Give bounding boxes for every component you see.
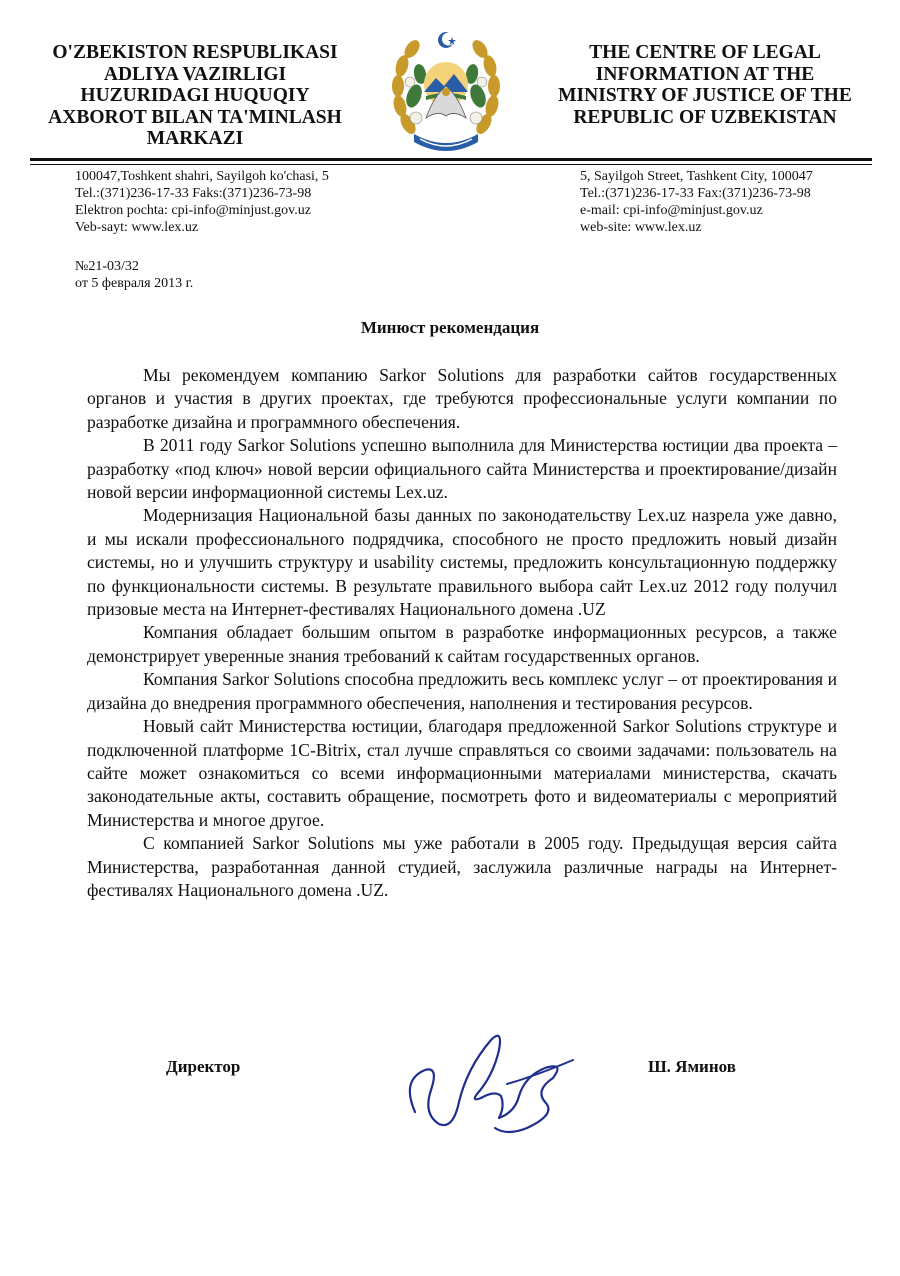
signatory-role: Директор — [166, 1057, 241, 1076]
contact-block-english — [580, 168, 813, 236]
org-name-line: THE CENTRE OF LEGAL — [589, 42, 821, 63]
body-paragraph: Компания Sarkor Solutions способна предложить весь комплекс услуг – от проектирования и дизайна до внедрения программного обеспечения, наполнения и тестирования ресурсов. — [87, 669, 837, 713]
letter-title: Минюст рекомендация — [360, 318, 540, 337]
header-divider-thin — [30, 164, 872, 165]
contact-website: web-site: www.lex.uz — [580, 220, 702, 235]
contact-block-uzbek — [75, 168, 329, 236]
contact-phone: Tel.:(371)236-17-33 Faks:(371)236-73-98 — [75, 186, 312, 201]
state-emblem-icon — [386, 26, 506, 156]
letter-reference — [75, 258, 193, 292]
body-paragraph: Модернизация Национальной базы данных по законодательству Lex.uz назрела уже давно, и мы искали профессионального подрядчика, способного не просто предложить новый дизайн системы, но и улучшить структуру и usability системы, предложить консультационную поддержку по функциональности системы. В результате правильного выбора сайт Lex.uz 2012 году получил призовые места на Интернет-фестивалях Национального домена .UZ — [87, 505, 837, 620]
signatory-name: Ш. Яминов — [648, 1057, 736, 1076]
contact-address: 100047,Toshkent shahri, Sayilgoh ko'chasi, 5 — [75, 169, 329, 184]
body-paragraph: Компания обладает большим опытом в разработке информационных ресурсов, а также демонстрирует уверенные знания требований к сайтам государственных органов. — [87, 622, 837, 666]
org-name-line: ADLIYA VAZIRLIGI — [103, 63, 287, 85]
org-name-line: INFORMATION AT THE — [595, 63, 815, 85]
handwritten-signature-icon — [395, 1020, 585, 1135]
org-name-line: HUZURIDAGI HUQUQIY — [80, 85, 310, 106]
org-name-line: AXBOROT BILAN TA'MINLASH — [48, 106, 342, 128]
body-paragraph: Мы рекомендуем компанию Sarkor Solutions для разработки сайтов государственных органов и участия в других проектах, где требуются профессиональные услуги компании по разработке дизайна и программного обеспечения. — [87, 365, 837, 432]
body-paragraph: Новый сайт Министерства юстиции, благодаря предложенной Sarkor Solutions структуре и подключенной платформе 1С-Bitrix, стал лучше справляться со своими задачами: пользователь на сайте может ознакомиться со всеми информационными материалами министерства, скачать законодательные акты, составить обращение, посмотреть фото и видеоматериалы с мероприятий Министерства и многое другое. — [87, 716, 837, 830]
org-name-line: MINISTRY OF JUSTICE OF THE — [558, 85, 852, 106]
contact-website: Veb-sayt: www.lex.uz — [75, 220, 199, 235]
body-paragraph: В 2011 году Sarkor Solutions успешно выполнила для Министерства юстиции два проекта – разработку «под ключ» новой версии официального сайта Министерства и проектирование/дизайн новой версии информационной системы Lex.uz. — [87, 435, 837, 503]
org-name-line: MARKAZI — [146, 128, 244, 149]
reference-date: от 5 февраля 2013 г. — [75, 276, 194, 291]
contact-email: e-mail: cpi-info@minjust.gov.uz — [580, 203, 763, 218]
contact-address: 5, Sayilgoh Street, Tashkent City, 100047 — [580, 169, 813, 184]
contact-email: Elektron pochta: cpi-info@minjust.gov.uz — [75, 203, 311, 218]
body-paragraph: С компанией Sarkor Solutions мы уже работали в 2005 году. Предыдущая версия сайта Министерства, разработанная данной студией, заслужила различные награды на Интернет-фестивалях Национального домена .UZ. — [87, 833, 837, 900]
org-name-english — [540, 42, 870, 128]
org-name-line: REPUBLIC OF UZBEKISTAN — [573, 106, 837, 128]
reference-number: №21-03/32 — [75, 259, 139, 274]
header-divider-thick — [30, 158, 872, 161]
contact-phone: Tel.:(371)236-17-33 Fax:(371)236-73-98 — [580, 186, 811, 201]
org-name-uzbek — [30, 42, 360, 150]
org-name-line: O'ZBEKISTON RESPUBLIKASI — [52, 42, 338, 63]
letter-body — [87, 364, 837, 902]
